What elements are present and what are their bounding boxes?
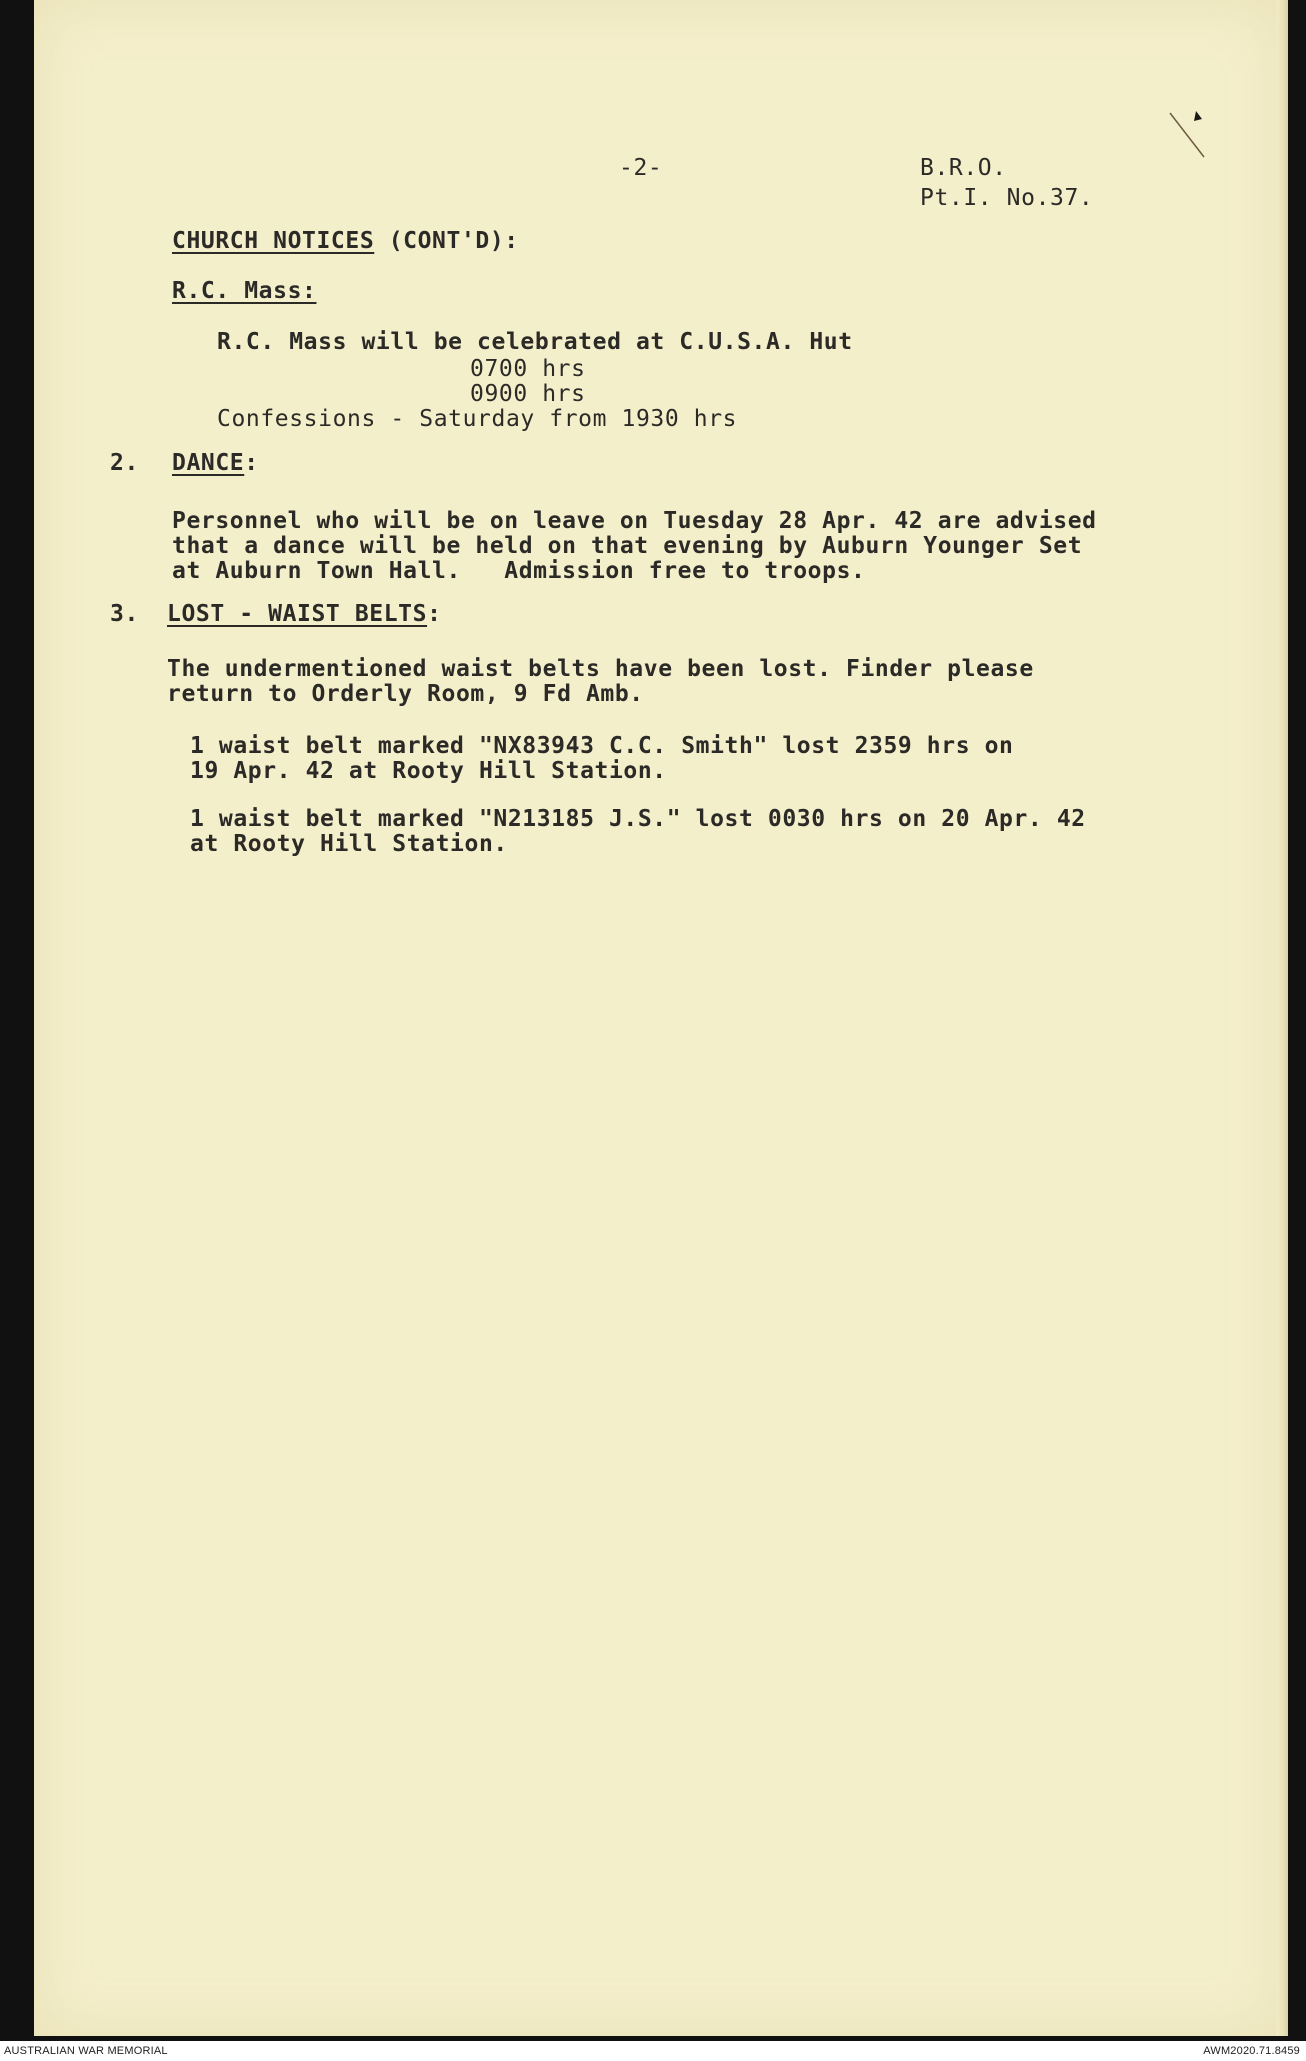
rc-mass-line: R.C. Mass will be celebrated at C.U.S.A. Hut <box>217 329 853 355</box>
pencil-mark-icon <box>1166 105 1216 165</box>
lost-intro-line-1: The undermentioned waist belts have been lost. Finder please <box>167 656 1034 682</box>
confessions-line: Confessions - Saturday from 1930 hrs <box>217 406 738 432</box>
lost-number: 3. <box>110 601 139 627</box>
dance-line-2: that a dance will be held on that evening by Auburn Younger Set <box>172 533 1083 559</box>
dance-title: DANCE <box>172 450 245 476</box>
dance-line-1: Personnel who will be on leave on Tuesday 28 Apr. 42 are advised <box>172 508 1097 534</box>
lost-item-2-line-1: 1 waist belt marked "N213185 J.S." lost 0030 hrs on 20 Apr. 42 <box>190 806 1086 832</box>
lost-item-1-line-1: 1 waist belt marked "NX83943 C.C. Smith" lost 2359 hrs on <box>190 733 1014 759</box>
church-notices-heading <box>172 230 519 253</box>
lost-heading <box>167 603 442 626</box>
dance-heading <box>172 452 259 475</box>
mass-time-1: 0700 hrs <box>470 356 586 382</box>
lost-item-2-line-2: at Rooty Hill Station. <box>190 831 508 857</box>
lost-item-1-line-2: 19 Apr. 42 at Rooty Hill Station. <box>190 758 667 784</box>
church-notices-title: CHURCH NOTICES <box>172 228 375 254</box>
reference-line-1: B.R.O. <box>920 155 1007 181</box>
lost-colon: : <box>427 601 442 627</box>
footer-left-label: AUSTRALIAN WAR MEMORIAL <box>4 2045 168 2057</box>
reference-line-2: Pt.I. No.37. <box>920 185 1094 211</box>
dance-colon: : <box>244 450 259 476</box>
dance-number: 2. <box>110 450 139 476</box>
lost-title: LOST - WAIST BELTS <box>167 601 428 627</box>
page-number: -2- <box>619 155 663 181</box>
mass-time-2: 0900 hrs <box>470 381 586 407</box>
document-page <box>34 0 1282 2036</box>
lost-intro-line-2: return to Orderly Room, 9 Fd Amb. <box>167 681 644 707</box>
church-notices-suffix: (CONT'D): <box>388 228 519 254</box>
rc-mass-subheading: R.C. Mass: <box>172 278 317 304</box>
footer-right-label: AWM2020.71.8459 <box>1203 2045 1300 2057</box>
archive-footer <box>0 2041 1306 2061</box>
dance-line-3: at Auburn Town Hall. Admission free to troops. <box>172 558 866 584</box>
